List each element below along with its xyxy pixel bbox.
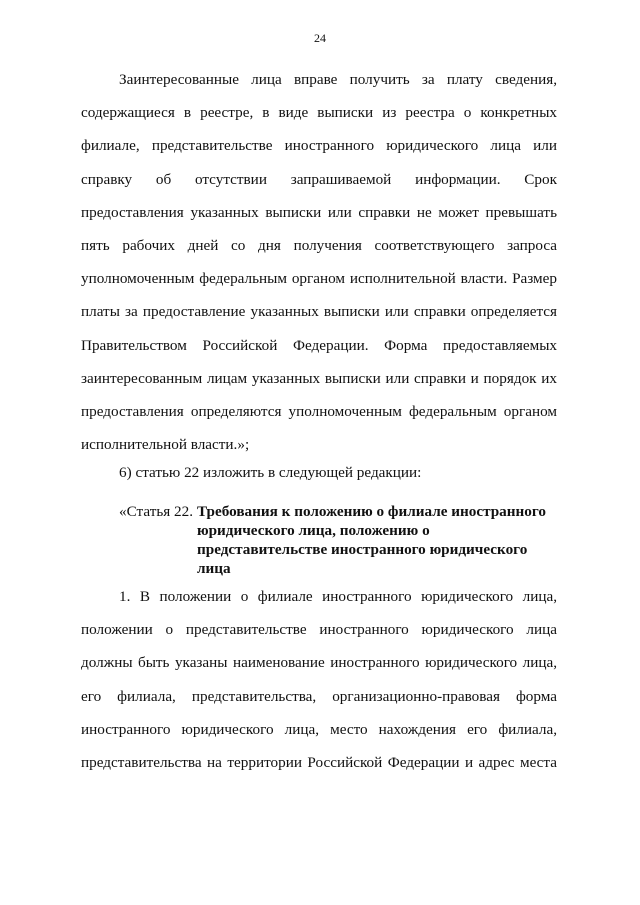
article-title <box>197 502 569 578</box>
article-title-line: представительстве иностранного юридического <box>197 541 528 558</box>
text-line: платы за предоставление указанных выписки или справки определяется <box>81 303 557 321</box>
text-line: уполномоченным федеральным органом исполнительной власти. Размер <box>81 270 557 288</box>
text-line: предоставления определяются уполномоченным федеральным органом <box>81 403 557 421</box>
text-line: содержащиеся в реестре, в виде выписки из реестра о конкретных <box>81 104 557 122</box>
text-line: 6) статью 22 изложить в следующей редакции: <box>119 464 422 481</box>
text-line: 1. В положении о филиале иностранного юридического лица, <box>119 588 557 605</box>
article-title-line: лица <box>197 560 231 577</box>
text-line: заинтересованным лицам указанных выписки или справки и порядок их <box>81 369 557 387</box>
text-line: справку об отсутствии запрашиваемой информации. Срок <box>81 170 557 188</box>
text-line: Заинтересованные лица вправе получить за плату сведения, <box>119 71 557 88</box>
page-number: 24 <box>314 31 326 45</box>
article-number: «Статья 22. <box>119 503 194 520</box>
text-line: пять рабочих дней со дня получения соответствующего запроса <box>81 237 557 255</box>
paragraph-article-clause-1 <box>81 580 557 779</box>
text-line: должны быть указаны наименование иностранного юридического лица, <box>81 654 557 672</box>
article-title-line: Требования к положению о филиале иностранного <box>197 503 546 520</box>
text-line: представительства на территории Российской Федерации и адрес места <box>81 754 557 772</box>
text-line: Правительством Российской Федерации. Форма предоставляемых <box>81 336 557 354</box>
paragraph-amendment-item <box>119 456 595 489</box>
text-line: его филиала, представительства, организационно-правовая форма <box>81 687 557 705</box>
paragraph-registry-extract <box>81 63 557 461</box>
text-line: положении о представительстве иностранного юридического лица <box>81 621 557 639</box>
text-line: филиале, представительстве иностранного юридического лица или <box>81 137 557 155</box>
article-title-line: юридического лица, положению о <box>197 522 430 539</box>
text-line: исполнительной власти.»; <box>81 436 250 454</box>
text-line: предоставления указанных выписки или справки не может превышать <box>81 203 557 221</box>
text-line: иностранного юридического лица, место нахождения его филиала, <box>81 720 557 738</box>
